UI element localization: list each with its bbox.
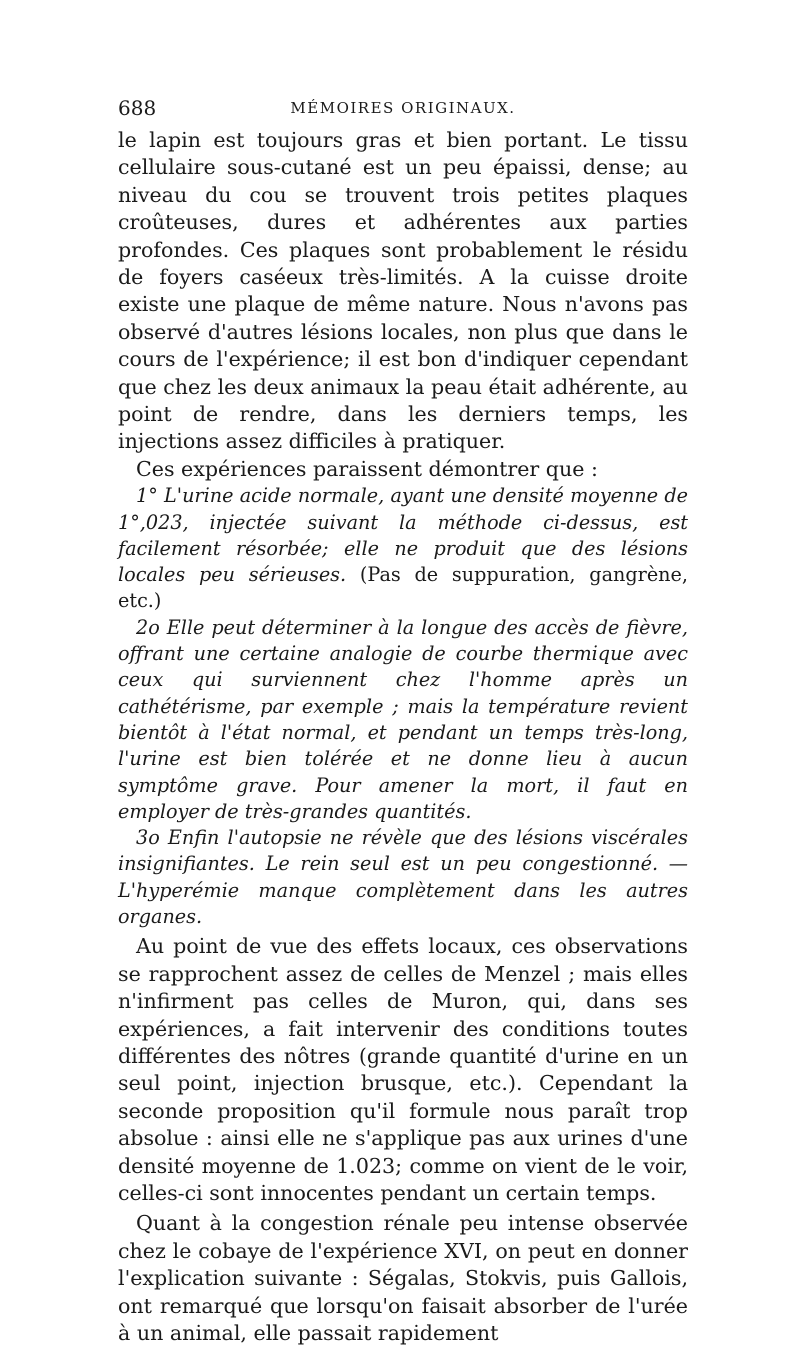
conclusion-1-italic: 1° L'urine acide normale, ayant une densité moyenne de 1°,023, injectée suivant la méthode ci-dessus, est facilement résorbée; elle ne produit que des lésions locales peu sérieuses.	[118, 484, 688, 587]
paragraph-2: Ces expériences paraissent démontrer que :	[136, 456, 598, 481]
paragraph-7: Quant à la congestion rénale peu intense observée chez le cobaye de l'expérience XVI, on peut en donner l'explication suivante : Ségalas, Stokvis, puis Gallois, ont remarqué que lorsqu'on faisait absorber de l'urée à un animal, elle passait rapidement	[118, 1211, 688, 1346]
page-number: 688	[118, 96, 157, 120]
page-header	[118, 96, 688, 124]
paragraph-1: le lapin est toujours gras et bien portant. Le tissu cellulaire sous-cutané est un peu épaissi, dense; au niveau du cou se trouvent trois petites plaques croûteuses, dures et adhérentes aux parties profondes. Ces plaques sont probablement le résidu de foyers caséeux très-limités. A la cuisse droite existe une plaque de même nature. Nous n'avons pas observé d'autres lésions locales, non plus que dans le cours de l'expérience; il est bon d'indiquer cependant que chez les deux animaux la peau était adhérente, au point de rendre, dans les derniers temps, les injections assez difficiles à pratiquer.	[118, 128, 688, 454]
paragraph-6: Au point de vue des effets locaux, ces observations se rapprochent assez de celles de Menzel ; mais elles n'infirment pas celles de Muron, qui, dans ses expériences, a fait intervenir des conditions toutes différentes des nôtres (grande quantité d'urine en un seul point, injection brusque, etc.). Cependant la seconde proposition qu'il formule nous paraît trop absolue : ainsi elle ne s'applique pas aux urines d'une densité moyenne de 1.023; comme on vient de le voir, celles-ci sont innocentes pendant un certain temps.	[118, 934, 688, 1205]
conclusion-1	[118, 483, 688, 614]
conclusion-2: 2o Elle peut déterminer à la longue des accès de fièvre, offrant une certaine analogie de courbe thermique avec ceux qui surviennent chez l'homme après un cathétérisme, par exemple ; mais la température revient bientôt à l'état normal, et pendant un temps très-long, l'urine est bien tolérée et ne donne lieu à aucun symptôme grave. Pour amener la mort, il faut en employer de très-grandes quantités.	[118, 615, 688, 823]
conclusion-1-roman: (Pas de suppuration, gangrène, etc.)	[118, 563, 688, 613]
conclusion-3: 3o Enfin l'autopsie ne révèle que des lésions viscérales insignifiantes. Le rein seul est un peu congestionné. — L'hyperémie manque complètement dans les autres organes.	[118, 826, 688, 929]
running-head: MÉMOIRES ORIGINAUX.	[290, 99, 516, 117]
body-text	[118, 127, 688, 1347]
